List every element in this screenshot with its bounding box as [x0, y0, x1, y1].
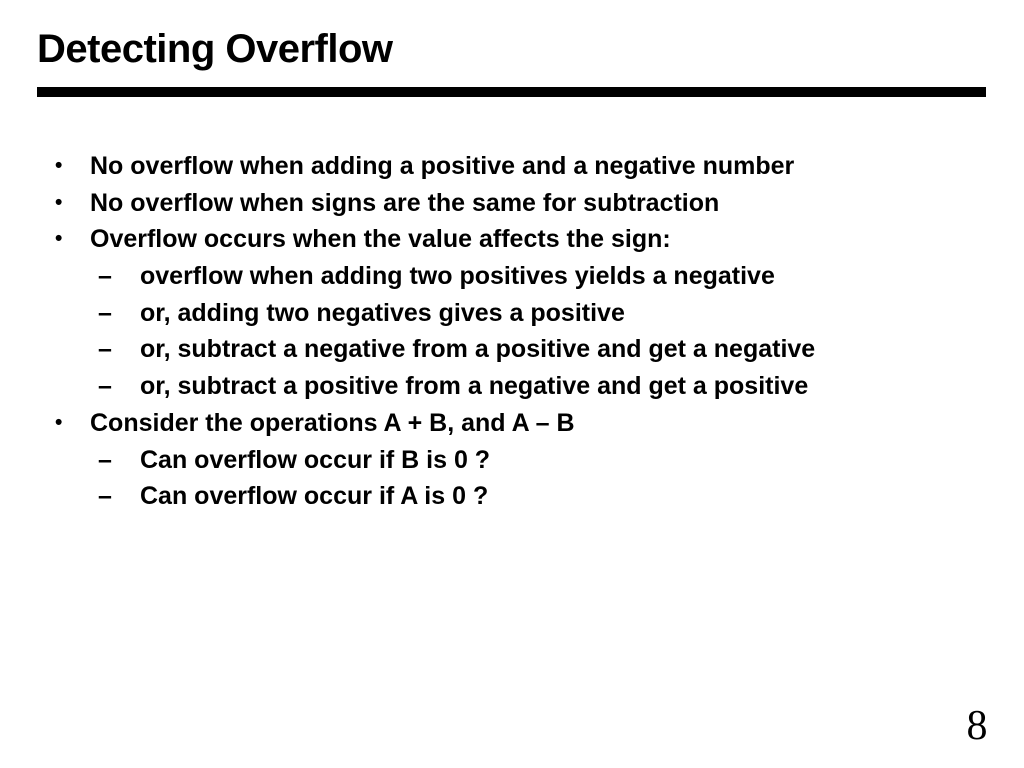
dash-icon: – [98, 482, 112, 511]
list-item-text: Can overflow occur if B is 0 ? [140, 445, 491, 474]
dash-icon: – [98, 262, 112, 291]
bullet-icon: • [55, 154, 63, 177]
list-item [0, 185, 1024, 222]
list-item-text: overflow when adding two positives yields a negative [140, 262, 775, 291]
list-item-text: Can overflow occur if A is 0 ? [140, 482, 489, 511]
list-item [0, 478, 1024, 515]
page-number: 8 [966, 703, 988, 749]
list-item [0, 221, 1024, 258]
list-item-text: Consider the operations A + B, and A – B [90, 408, 575, 437]
dash-icon: – [98, 445, 112, 474]
list-item-text: No overflow when adding a positive and a negative number [90, 152, 795, 180]
list-item [0, 331, 1024, 368]
bullet-list [0, 148, 1024, 515]
list-item-text: No overflow when signs are the same for subtraction [90, 188, 720, 217]
dash-icon: – [98, 335, 112, 364]
slide-title: Detecting Overflow [37, 27, 393, 71]
list-item [0, 442, 1024, 479]
list-item [0, 258, 1024, 295]
list-item-text: or, subtract a negative from a positive and get a negative [140, 335, 816, 364]
dash-icon: – [98, 372, 112, 401]
list-item-text: Overflow occurs when the value affects the sign: [90, 225, 671, 254]
list-item-text: or, adding two negatives gives a positive [140, 298, 625, 327]
bullet-icon: • [55, 410, 63, 434]
list-item [0, 148, 1024, 185]
bullet-icon: • [55, 227, 63, 251]
list-item-text: or, subtract a positive from a negative and get a positive [140, 372, 809, 401]
list-item [0, 405, 1024, 442]
bullet-icon: • [55, 190, 63, 214]
list-item [0, 295, 1024, 332]
dash-icon: – [98, 298, 112, 327]
list-item [0, 368, 1024, 405]
title-divider [37, 87, 986, 97]
